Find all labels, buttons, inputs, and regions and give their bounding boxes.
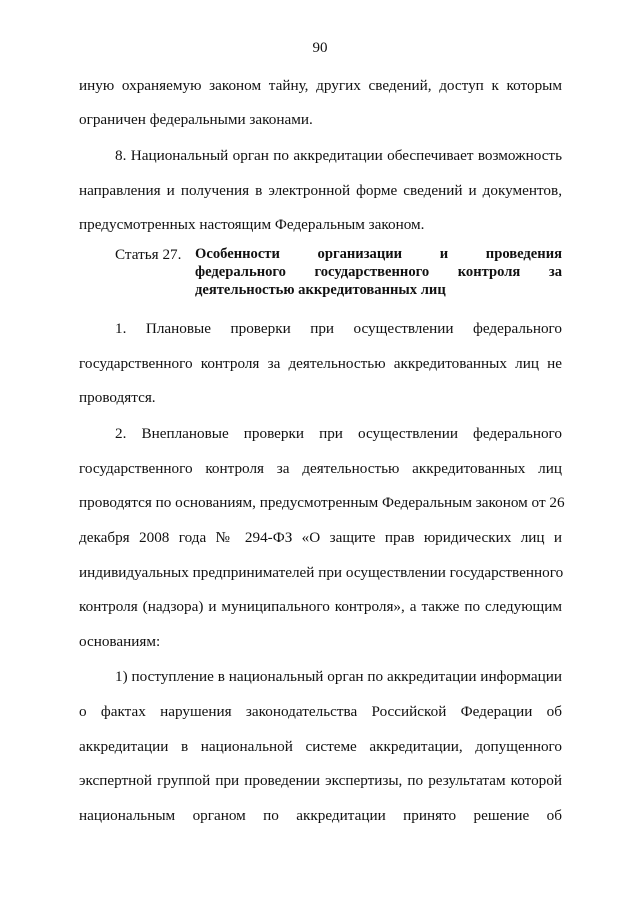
paragraph-line: 1. Плановые проверки при осуществлении федерального [115,320,562,337]
paragraph-line: предусмотренных настоящим Федеральным законом. [79,216,425,233]
paragraph-line: ограничен федеральными законами. [79,111,313,128]
paragraph-line: 8. Национальный орган по аккредитации обеспечивает возможность [115,147,562,164]
paragraph-line: основаниям: [79,633,161,650]
paragraph-line: проводятся по основаниям, предусмотренным Федеральным законом от 26 [79,494,565,511]
article-title-line: деятельностью аккредитованных лиц [195,282,446,298]
paragraph-line: национальным органом по аккредитации принято решение об [79,807,562,824]
paragraph-line: аккредитации в национальной системе аккредитации, допущенного [79,738,562,755]
article-title-line: Особенности организации и проведения [195,246,562,262]
paragraph-line: декабря 2008 года № 294-ФЗ «О защите прав юридических лиц и [79,529,562,546]
paragraph-line: государственного контроля за деятельностью аккредитованных лиц [79,460,562,477]
paragraph-line: проводятся. [79,389,156,406]
paragraph-line: 2. Внеплановые проверки при осуществлении федерального [115,425,562,442]
article-label: Статья 27. [115,246,182,263]
paragraph-line: государственного контроля за деятельностью аккредитованных лиц не [79,355,562,372]
paragraph-line: направления и получения в электронной форме сведений и документов, [79,182,562,199]
paragraph-line: индивидуальных предпринимателей при осуществлении государственного [79,564,564,581]
article-title-line: федерального государственного контроля за [195,264,562,280]
page-number: 90 [312,40,328,56]
paragraph-line: о фактах нарушения законодательства Российской Федерации об [79,703,562,720]
paragraph-line: экспертной группой при проведении экспертизы, по результатам которой [79,772,562,789]
paragraph-line: иную охраняемую законом тайну, других сведений, доступ к которым [79,77,562,94]
paragraph-line: контроля (надзора) и муниципального контроля», а также по следующим [79,598,562,615]
paragraph-line: 1) поступление в национальный орган по аккредитации информации [115,668,562,685]
